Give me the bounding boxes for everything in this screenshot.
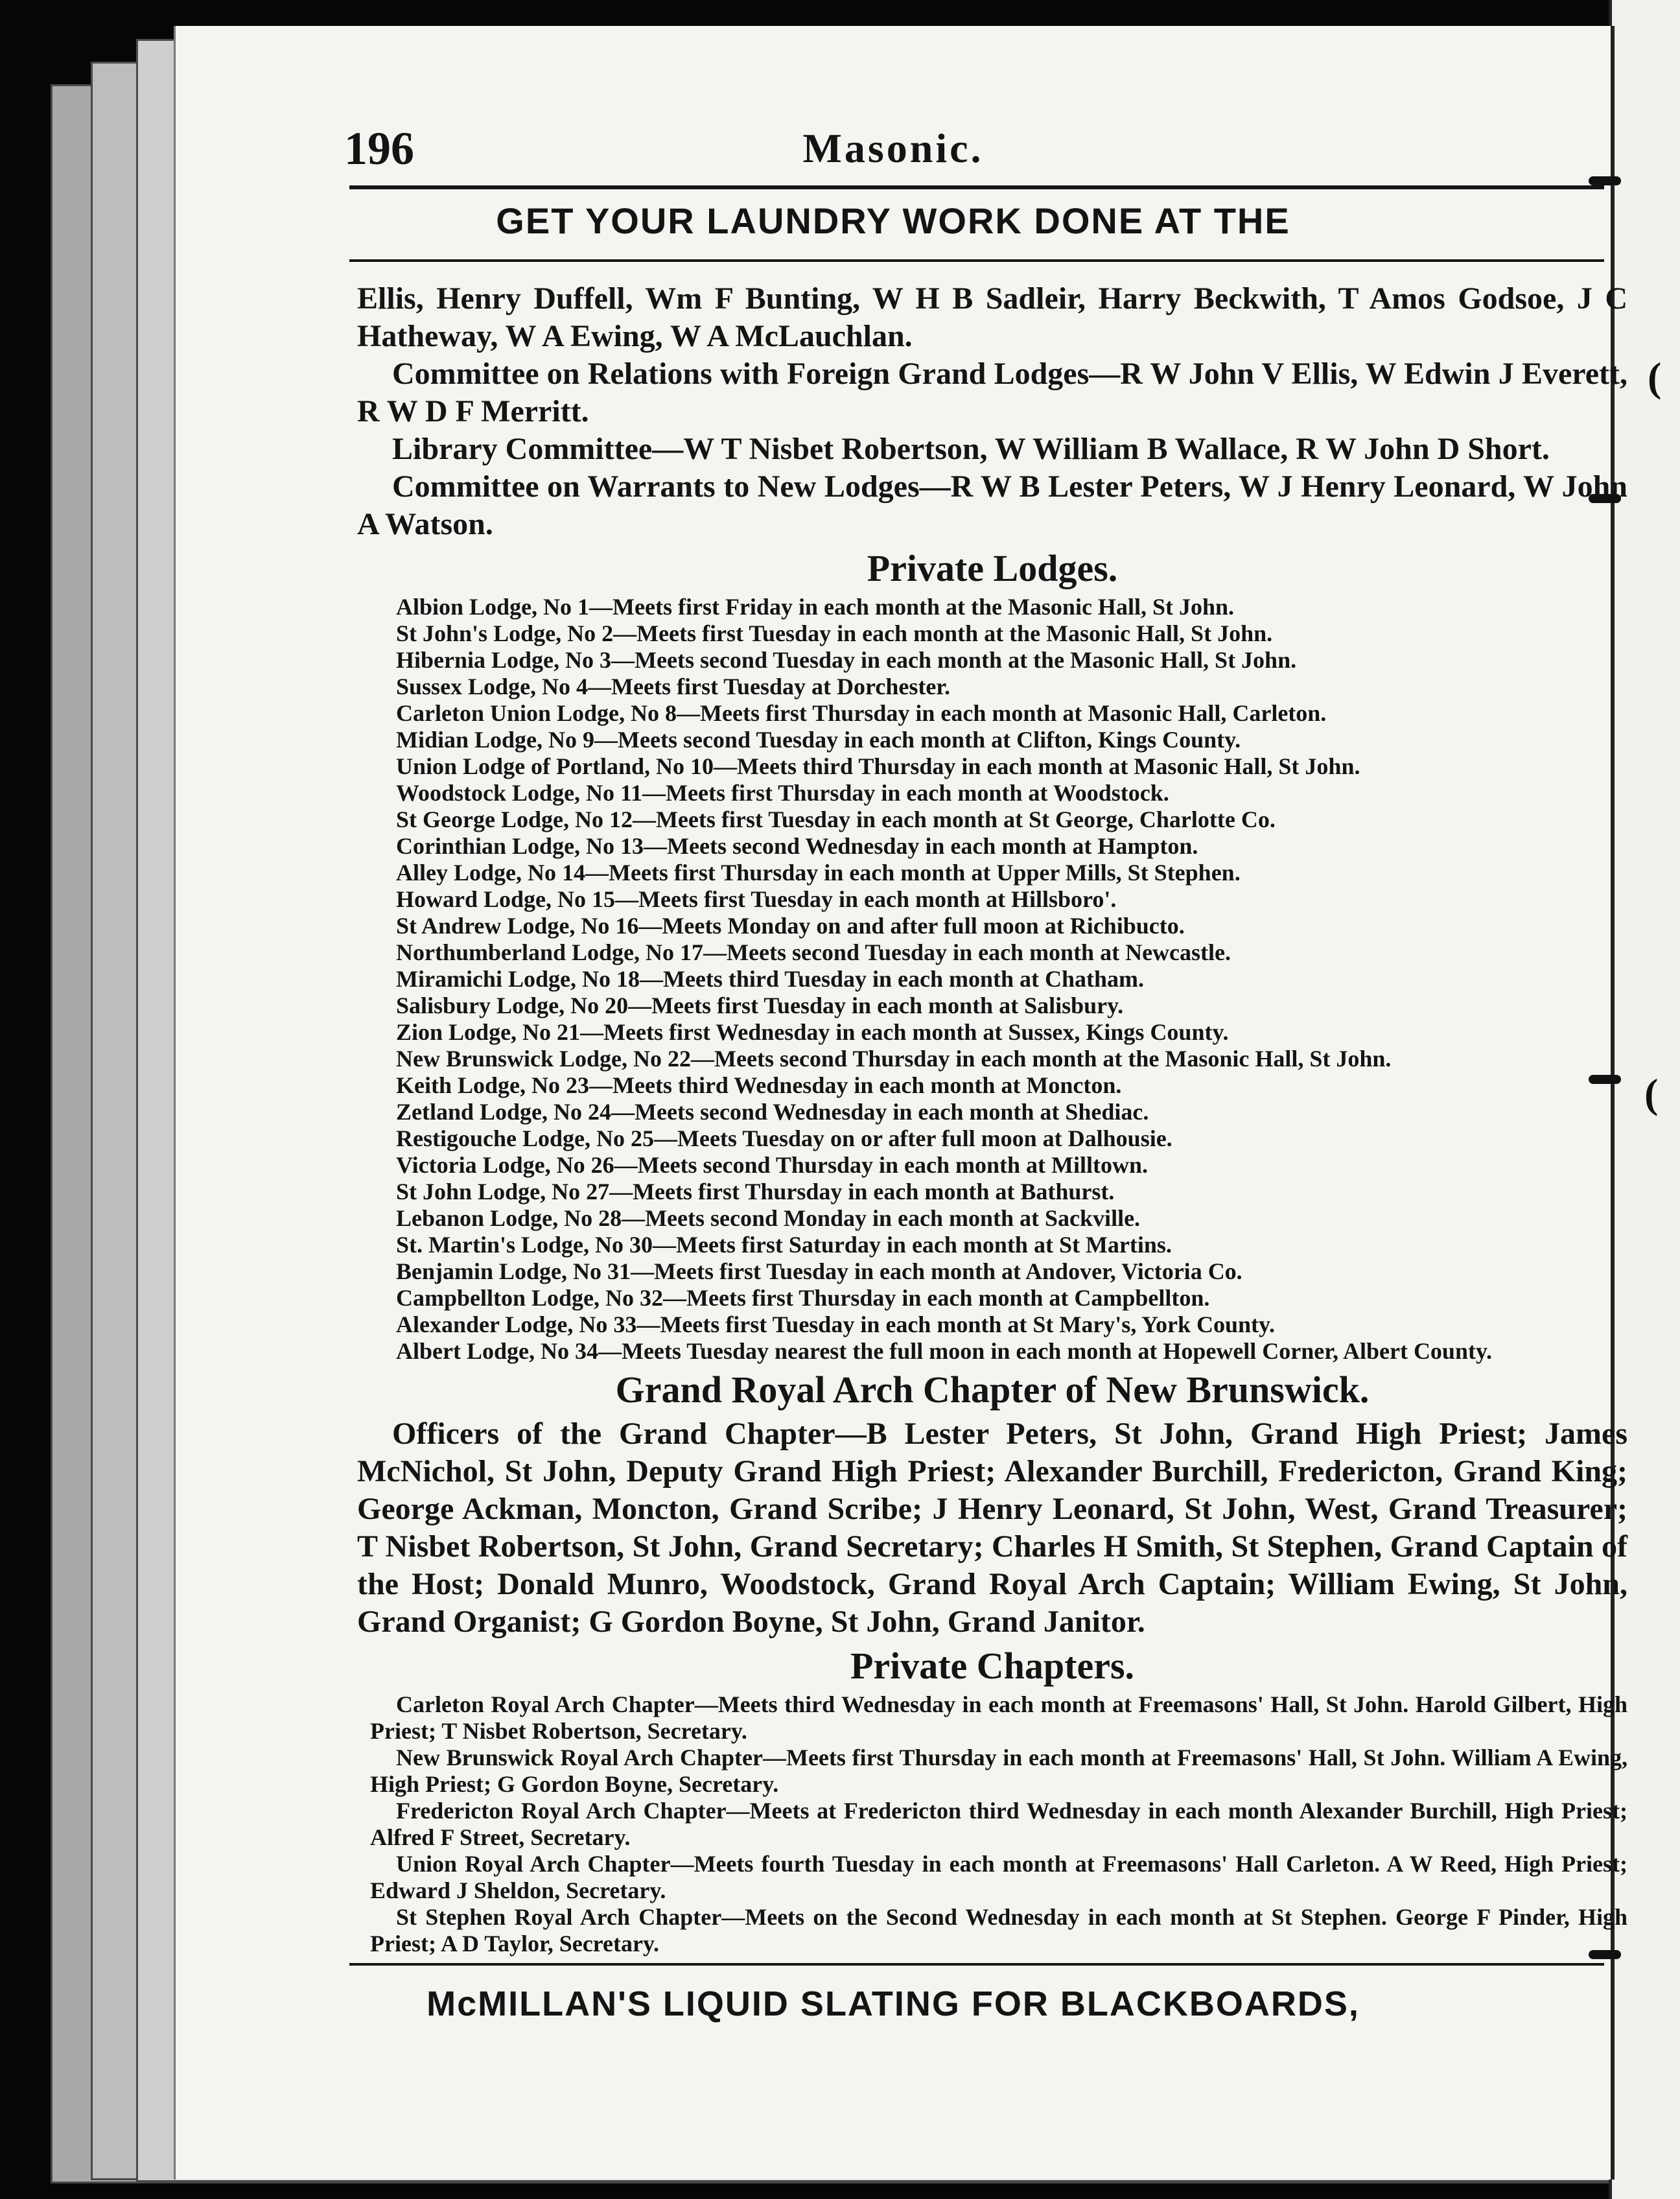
section-heading-grand-chapter: Grand Royal Arch Chapter of New Brunswick.: [615, 1369, 1370, 1411]
section-heading-private-chapters: Private Chapters.: [850, 1645, 1135, 1687]
ad-rule: [349, 259, 1604, 262]
lodge-entry: New Brunswick Lodge, No 22—Meets second Thursday in each month at the Masonic Hall, St John.: [396, 1046, 1392, 1072]
page-body: [357, 280, 1628, 1957]
lodge-entry: Northumberland Lodge, No 17—Meets second Tuesday in each month at Newcastle.: [396, 939, 1231, 965]
book-page: [174, 26, 1628, 2180]
lodge-entry: St George Lodge, No 12—Meets first Tuesday in each month at St George, Charlotte Co.: [396, 806, 1276, 832]
chapter-entry: New Brunswick Royal Arch Chapter—Meets first Thursday in each month at Freemasons' Hall, St John. William A Ewing, High Priest; G Gordon Boyne, Secretary.: [370, 1745, 1628, 1797]
header-rule: [349, 185, 1604, 189]
lodge-entry: Woodstock Lodge, No 11—Meets first Thursday in each month at Woodstock.: [396, 780, 1169, 806]
lodge-entry: Salisbury Lodge, No 20—Meets first Tuesday in each month at Salisbury.: [396, 993, 1124, 1018]
advertisement-top: GET YOUR LAUNDRY WORK DONE AT THE: [496, 200, 1290, 241]
lodge-entry: Alexander Lodge, No 33—Meets first Tuesday in each month at St Mary's, York County.: [396, 1311, 1276, 1337]
lodge-entry: Miramichi Lodge, No 18—Meets third Tuesday in each month at Chatham.: [396, 966, 1145, 992]
lodge-entry: Keith Lodge, No 23—Meets third Wednesday in each month at Moncton.: [396, 1072, 1122, 1098]
lodge-entry: Alley Lodge, No 14—Meets first Thursday in each month at Upper Mills, St Stephen.: [396, 860, 1241, 886]
margin-mark: (: [1644, 1070, 1659, 1116]
lodge-entry: Albert Lodge, No 34—Meets Tuesday nearest the full moon in each month at Hopewell Corner, Albert County.: [396, 1338, 1492, 1364]
chapter-entry: St Stephen Royal Arch Chapter—Meets on the Second Wednesday in each month at St Stephen. George F Pinder, High Priest; A D Taylor, Secretary.: [370, 1904, 1628, 1957]
lodge-entry: Benjamin Lodge, No 31—Meets first Tuesday in each month at Andover, Victoria Co.: [396, 1258, 1242, 1284]
lodge-entry: Howard Lodge, No 15—Meets first Tuesday in each month at Hillsboro'.: [396, 886, 1117, 912]
footer-rule: [349, 1963, 1604, 1966]
page-number: 196: [344, 123, 414, 174]
margin-mark: (: [1648, 354, 1662, 400]
grand-chapter-officers: Officers of the Grand Chapter—B Lester Peters, St John, Grand High Priest; James McNichol, St John, Deputy Grand High Priest; Alexander Burchill, Fredericton, Grand King; George Ackman, Moncton, Grand Scribe; J Henry Leonard, St John, West, Grand Treasurer; T Nisbet Robertson, St John, Grand Secretary; Charles H Smith, St Stephen, Grand Captain of the Host; Donald Munro, Woodstock, Grand Royal Arch Captain; William Ewing, St John, Grand Organist; G Gordon Boyne, St John, Grand Janitor.: [357, 1417, 1628, 1639]
lodge-entry: Hibernia Lodge, No 3—Meets second Tuesday in each month at the Masonic Hall, St John.: [396, 647, 1297, 673]
lodge-entry: Midian Lodge, No 9—Meets second Tuesday in each month at Clifton, Kings County.: [396, 727, 1241, 753]
lodge-entry: St John's Lodge, No 2—Meets first Tuesday in each month at the Masonic Hall, St John.: [396, 620, 1273, 646]
lodge-entry: Albion Lodge, No 1—Meets first Friday in each month at the Masonic Hall, St John.: [396, 594, 1234, 620]
lodge-entry: Campbellton Lodge, No 32—Meets first Thursday in each month at Campbellton.: [396, 1285, 1210, 1311]
lodge-entry: Zion Lodge, No 21—Meets first Wednesday in each month at Sussex, Kings County.: [396, 1019, 1229, 1045]
lodge-entry: Corinthian Lodge, No 13—Meets second Wednesday in each month at Hampton.: [396, 833, 1198, 859]
lodge-entry: St Andrew Lodge, No 16—Meets Monday on and after full moon at Richibucto.: [396, 913, 1185, 939]
section-heading-private-lodges: Private Lodges.: [867, 547, 1118, 589]
advertisement-bottom: McMILLAN'S LIQUID SLATING FOR BLACKBOARDS,: [426, 1984, 1360, 2023]
committee-paragraph: Ellis, Henry Duffell, Wm F Bunting, W H B Sadleir, Harry Beckwith, T Amos Godsoe, J C Hatheway, W A Ewing, W A McLauchlan.: [357, 281, 1628, 353]
committee-paragraph: Committee on Relations with Foreign Grand Lodges—R W John V Ellis, W Edwin J Everett, R W D F Merritt.: [357, 357, 1628, 429]
lodge-entry: Victoria Lodge, No 26—Meets second Thursday in each month at Milltown.: [396, 1152, 1148, 1178]
chapter-entry: Carleton Royal Arch Chapter—Meets third Wednesday in each month at Freemasons' Hall, St John. Harold Gilbert, High Priest; T Nisbet Robertson, Secretary.: [370, 1691, 1628, 1744]
committee-paragraph: Library Committee—W T Nisbet Robertson, W William B Wallace, R W John D Short.: [392, 432, 1550, 466]
lodge-list: [357, 594, 1628, 1365]
lodge-entry: St John Lodge, No 27—Meets first Thursday in each month at Bathurst.: [396, 1179, 1115, 1205]
chapter-list: [357, 1691, 1628, 1957]
lodge-entry: Zetland Lodge, No 24—Meets second Wednesday in each month at Shediac.: [396, 1099, 1149, 1125]
committee-paragraph: Committee on Warrants to New Lodges—R W B Lester Peters, W J Henry Leonard, W John A Watson.: [357, 469, 1628, 541]
page-header: [176, 122, 1611, 180]
chapter-entry: Union Royal Arch Chapter—Meets fourth Tuesday in each month at Freemasons' Hall Carleton. A W Reed, High Priest; Edward J Sheldon, Secretary.: [370, 1851, 1628, 1903]
lodge-entry: Carleton Union Lodge, No 8—Meets first Thursday in each month at Masonic Hall, Carleton.: [396, 700, 1327, 726]
running-title: Masonic.: [802, 125, 984, 171]
lodge-entry: Restigouche Lodge, No 25—Meets Tuesday on or after full moon at Dalhousie.: [396, 1125, 1172, 1151]
lodge-entry: Union Lodge of Portland, No 10—Meets third Thursday in each month at Masonic Hall, St John.: [396, 753, 1360, 779]
lodge-entry: Lebanon Lodge, No 28—Meets second Monday in each month at Sackville.: [396, 1205, 1141, 1231]
lodge-entry: St. Martin's Lodge, No 30—Meets first Saturday in each month at St Martins.: [396, 1232, 1172, 1258]
chapter-entry: Fredericton Royal Arch Chapter—Meets at Fredericton third Wednesday in each month Alexander Burchill, High Priest; Alfred F Street, Secretary.: [370, 1798, 1628, 1850]
lodge-entry: Sussex Lodge, No 4—Meets first Tuesday at Dorchester.: [396, 674, 950, 700]
